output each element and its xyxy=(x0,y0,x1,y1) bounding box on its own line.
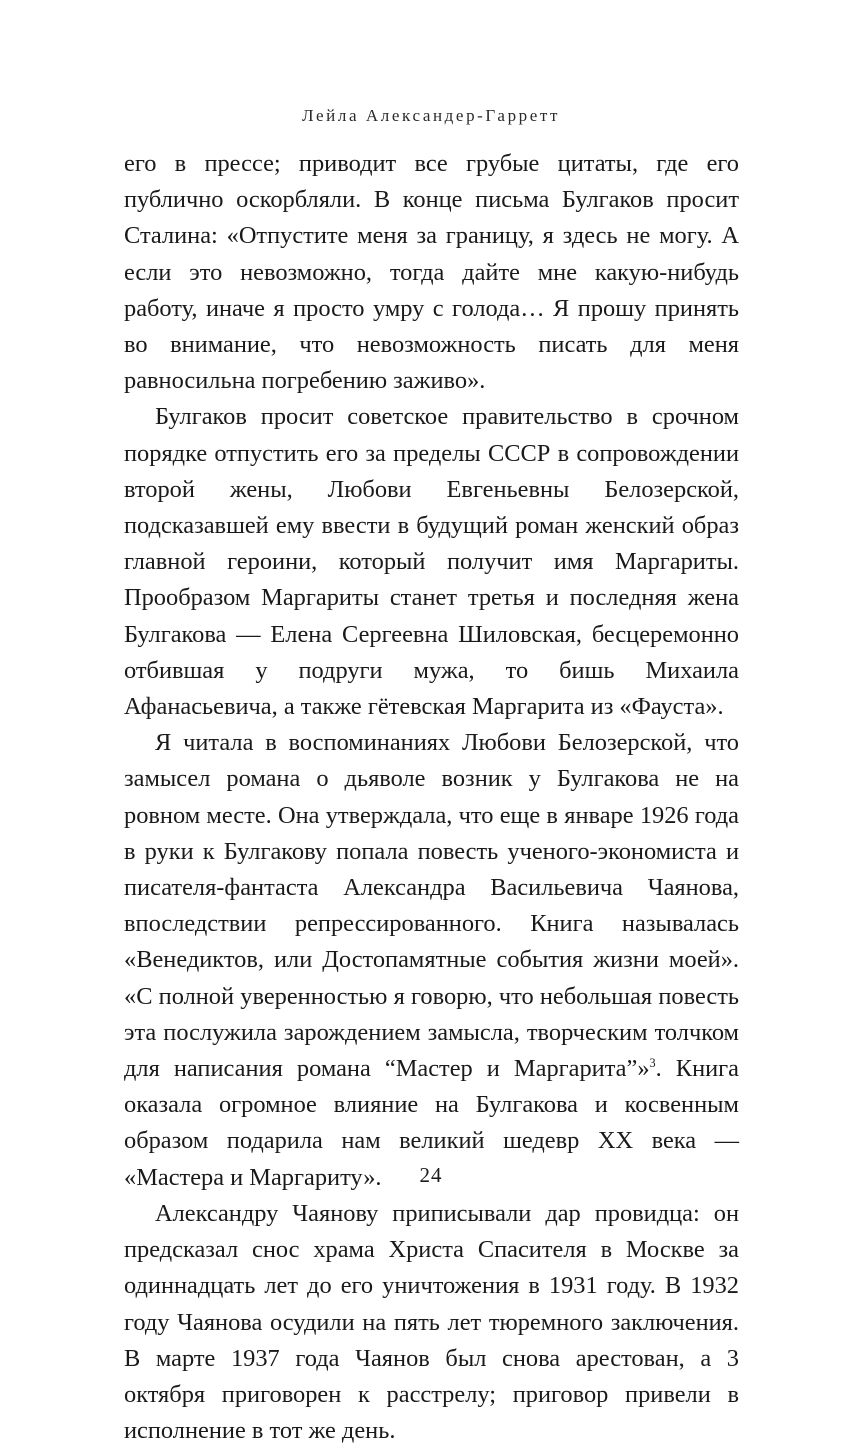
paragraph-3-text-before-note: Я читала в воспоминаниях Любови Белозерской, что замысел романа о дьяволе возник у Булгакова не на ровном месте. Она утверждала, что еще в январе 1926 года в руки к Булгакову попала повесть ученого-экономиста и писателя-фантаста Александра Васильевича Чаянова, впоследствии репрессированного. Книга называлась «Венедиктов, или Достопамятные события жизни моей». «С полной уверенностью я говорю, что небольшая повесть эта послужила зарождением замысла, творческим толчком для написания романа “Мастер и Маргарита”» xyxy=(124,729,739,1083)
paragraph-2: Булгаков просит советское правительство в срочном порядке отпустить его за пределы СССР в сопровождении второй жены, Любови Евгеньевны Белозерской, подсказавшей ему ввести в будущий роман женский образ главной героини, который получит имя Маргариты. Прообразом Маргариты станет третья и последняя жена Булгакова — Елена Сергеевна Шиловская, бесцеремонно отбившая у подруги мужа, то бишь Михаила Афанасьевича, а также гётевская Маргарита из «Фауста». xyxy=(124,403,739,721)
paragraph-3 xyxy=(124,725,739,1196)
paragraph-3-text-after-note: . Книга оказала огромное влияние на Булгакова и косвенным образом подарила нам великий шедевр XX века — «Мастера и Маргариту». xyxy=(124,1055,740,1191)
footnote-reference[interactable]: 3 xyxy=(649,1055,656,1070)
running-header: Лейла Александер-Гарретт xyxy=(302,106,560,125)
paragraph-4: Александру Чаянову приписывали дар провидца: он предсказал снос храма Христа Спасителя в Москве за одиннадцать лет до его уничтожения в 1931 году. В 1932 году Чаянова осудили на пять лет тюремного заключения. В марте 1937 года Чаянов был снова арестован, а 3 октября приговорен к расстрелу; приговор привели в исполнение в тот же день. xyxy=(124,1199,739,1445)
paragraph-1: его в прессе; приводит все грубые цитаты, где его публично оскорбляли. В конце письма Булгаков просит Сталина: «Отпустите меня за границу, я здесь не могу. А если это невозможно, тогда дайте мне какую-нибудь работу, иначе я просто умру с голода… Я прошу принять во внимание, что невозможность писать для меня равносильна погребению заживо». xyxy=(124,150,739,395)
page-number: 24 xyxy=(419,1163,443,1187)
body-text xyxy=(124,146,739,1449)
